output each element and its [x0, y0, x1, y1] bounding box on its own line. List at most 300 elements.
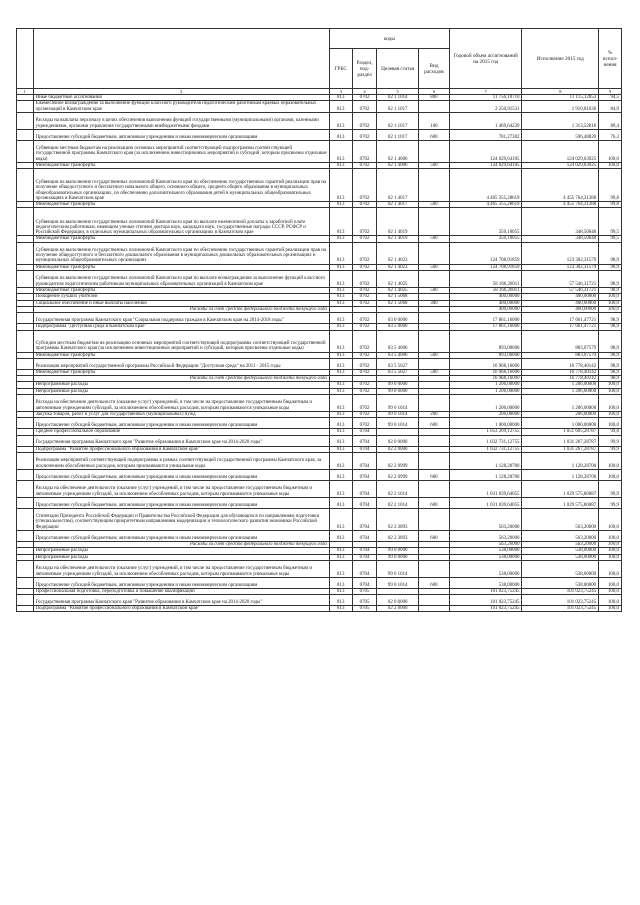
budget-report-page [16, 28, 622, 612]
razdel-cell: 0704 [352, 452, 377, 469]
vid-cell: 500 [418, 288, 449, 294]
grbs-cell: 813 [329, 202, 352, 208]
table-row [17, 418, 622, 429]
grbs-cell: 813 [329, 169, 352, 202]
target-cell: 02 0 0000 [377, 435, 418, 446]
plan-cell: 893,00000 [449, 352, 522, 358]
pct-cell: 100,0 [599, 162, 622, 168]
table-row [17, 469, 622, 480]
fact-cell: 1 051 605,28787 [522, 429, 599, 435]
target-cell: 02 1 1017 [377, 112, 418, 129]
fact-cell: 1 029 575,80087 [522, 480, 599, 497]
name-cell: Расходы на обеспечение деятельности (оказание услуг) учреждений, в том числе на предоставление государственным бюджетным и автономным учреждениям субсидий, за исключением обособленных расходов, которым присваиваются уникальные коды [33, 480, 329, 497]
grbs-cell: 813 [329, 469, 352, 480]
num-cell [17, 595, 34, 606]
razdel-cell: 0704 [352, 577, 377, 588]
target-cell: 99 0 0000 [377, 548, 418, 554]
grbs-cell: 813 [329, 162, 352, 168]
target-cell: 02 1 4006 [377, 162, 418, 168]
target-cell: 02 2 1014 [377, 497, 418, 508]
name-cell: Предоставление субсидий бюджетным, автономным учреждениям и иным некоммерческим организациям [33, 469, 329, 480]
grbs-cell: 813 [329, 418, 352, 429]
grbs-cell: 813 [329, 330, 352, 352]
name-cell: Государственная программа Камчатского края "Развитие образования в Камчатском крае на 2014-2020 годы" [33, 435, 329, 446]
razdel-cell: 0702 [352, 412, 377, 418]
colnum: 4 [352, 89, 377, 95]
razdel-cell: 0704 [352, 548, 377, 554]
name-cell: Профессиональная подготовка, переподготовка и повышение квалификации [33, 588, 329, 594]
razdel-cell: 0705 [352, 595, 377, 606]
pct-cell: 99,9 [599, 497, 622, 508]
grbs-cell: 813 [329, 606, 352, 612]
plan-cell: 17 861,16000 [449, 324, 522, 330]
name-cell: Непрограммные расходы [33, 388, 329, 394]
grbs-cell: 813 [329, 554, 352, 560]
table-row [17, 140, 622, 162]
num-cell [17, 169, 34, 202]
colnum: 6 [418, 89, 449, 95]
fact-cell: 11 115,12853 [522, 95, 599, 101]
grbs-cell: 813 [329, 288, 352, 294]
razdel-cell: 0702 [352, 382, 377, 388]
vid-cell: 600 [418, 530, 449, 541]
fact-cell: 206,00000 [522, 412, 599, 418]
pct-cell: 98,9 [599, 264, 622, 270]
header-plan: Годовой объем ассигнований на 2015 год [449, 29, 522, 89]
num-cell [17, 508, 34, 530]
target-cell: 02 1 5068 [377, 300, 418, 306]
vid-cell: 800 [418, 95, 449, 101]
vid-cell [418, 595, 449, 606]
name-cell: Предоставление субсидий бюджетным, автономным учреждениям и иным некоммерческим организациям [33, 577, 329, 588]
pct-cell: 100,0 [599, 140, 622, 162]
table-row [17, 395, 622, 412]
name-cell: Субвенции местным бюджетам на реализацию основных мероприятий соответствующей подпрограммы соответствующей государственной программы Камчатского края (за исключением инвестиционных мероприятий и субсидий, которым присвоены отдельные коды) [33, 140, 329, 162]
razdel-cell: 0704 [352, 446, 377, 452]
target-cell: 99 0 0000 [377, 388, 418, 394]
budget-table [16, 28, 622, 612]
plan-cell: 124 708,91859 [449, 264, 522, 270]
grbs-cell: 813 [329, 140, 352, 162]
vid-cell [418, 435, 449, 446]
pct-cell: 99,9 [599, 435, 622, 446]
target-cell: 99 0 0000 [377, 554, 418, 560]
name-cell: Межбюджетные трансферты [33, 202, 329, 208]
target-cell: 02 1 4023 [377, 242, 418, 264]
header-codes: коды [329, 29, 449, 49]
num-cell [17, 606, 34, 612]
fact-cell: 563,20000 [522, 541, 599, 547]
plan-cell: 1 128,28700 [449, 469, 522, 480]
num-cell [17, 140, 34, 162]
name-cell: Межбюджетные трансферты [33, 369, 329, 375]
grbs-cell: 813 [329, 112, 352, 129]
razdel-cell: 0702 [352, 162, 377, 168]
vid-cell [418, 452, 449, 469]
grbs-cell: 813 [329, 129, 352, 140]
vid-cell: 600 [418, 497, 449, 508]
razdel-cell: 0702 [352, 264, 377, 270]
name-cell: Непрограммные расходы [33, 554, 329, 560]
vid-cell: 500 [418, 264, 449, 270]
fact-cell: 123 302,31579 [522, 264, 599, 270]
razdel-cell: 0704 [352, 530, 377, 541]
fact-cell: 16 778,40142 [522, 369, 599, 375]
table-row [17, 101, 622, 113]
razdel-cell: 0704 [352, 480, 377, 497]
razdel-cell: 0702 [352, 388, 377, 394]
target-cell: 02 2 0999 [377, 469, 418, 480]
razdel-cell: 0702 [352, 418, 377, 429]
fact-cell: 1 313,52816 [522, 112, 599, 129]
pct-cell: 98,9 [599, 313, 622, 324]
name-cell: Расходы на обеспечение деятельности (оказание услуг) учреждений, в том числе на предоставление государственным бюджетным и автономным учреждениям субсидий, за исключением обособленных расходов, которым присваиваются уникальные коды [33, 560, 329, 577]
target-cell: 02 2 1014 [377, 480, 418, 497]
razdel-cell: 0702 [352, 112, 377, 129]
name-cell: Предоставление субсидий бюджетным, автономным учреждениям и иным некоммерческим организациям [33, 418, 329, 429]
grbs-cell: 813 [329, 313, 352, 324]
pct-cell: 98,9 [599, 358, 622, 369]
fact-cell: 400,00000 [522, 300, 599, 306]
num-cell [17, 313, 34, 324]
target-cell: 02 1 4017 [377, 169, 418, 202]
grbs-cell: 813 [329, 271, 352, 288]
razdel-cell: 0702 [352, 313, 377, 324]
num-cell [17, 395, 34, 412]
table-header [17, 29, 622, 95]
name-cell: Межбюджетные трансферты [33, 264, 329, 270]
plan-cell: 563,20000 [449, 541, 522, 547]
fact-cell: 400,00000 [522, 294, 599, 300]
vid-cell [418, 480, 449, 497]
fact-cell: 17 661,47721 [522, 324, 599, 330]
razdel-cell: 0704 [352, 469, 377, 480]
plan-cell: 893,00000 [449, 330, 522, 352]
razdel-cell: 0702 [352, 101, 377, 113]
plan-cell: 58 166,26011 [449, 271, 522, 288]
pct-cell: 98,9 [599, 330, 622, 352]
plan-cell: 563,20000 [449, 530, 522, 541]
plan-cell: 101 023,75245 [449, 595, 522, 606]
name-cell: Непрограммные расходы [33, 548, 329, 554]
fact-cell: 1 029 575,80087 [522, 497, 599, 508]
num-cell [17, 129, 34, 140]
pct-cell: 98,9 [599, 324, 622, 330]
pct-cell: 94,5 [599, 95, 622, 101]
fact-cell: 1 910,01636 [522, 101, 599, 113]
header-razdel: Раздел, под-раздел [352, 49, 377, 89]
fact-cell: 16 778,40142 [522, 358, 599, 369]
plan-cell: 400,00000 [449, 306, 522, 312]
razdel-cell: 0702 [352, 352, 377, 358]
name-cell: Среднее профессиональное образование [33, 429, 329, 435]
header-grbs: ГРБС [329, 49, 352, 89]
name-cell: Поощрение лучших учителей [33, 294, 329, 300]
pct-cell: 76,3 [599, 129, 622, 140]
plan-cell: 350,10055 [449, 236, 522, 242]
table-row [17, 208, 622, 236]
plan-cell: 1 031 039,64055 [449, 497, 522, 508]
grbs-cell: 813 [329, 412, 352, 418]
fact-cell: 538,00000 [522, 548, 599, 554]
target-cell: 02 1 4025 [377, 288, 418, 294]
num-cell [17, 271, 34, 288]
fact-cell: 1 031 267,28787 [522, 446, 599, 452]
plan-cell: 1 000,00000 [449, 418, 522, 429]
fact-cell: 101 023,75245 [522, 606, 599, 612]
grbs-cell: 813 [329, 588, 352, 594]
table-row [17, 497, 622, 508]
fact-cell: 1 206,00000 [522, 382, 599, 388]
fact-cell: 883,07579 [522, 352, 599, 358]
vid-cell: 500 [418, 352, 449, 358]
table-row [17, 313, 622, 324]
target-cell: 99 0 1014 [377, 560, 418, 577]
name-cell: Субвенции на выполнение государственных полномочий Камчатского края по выплате вознаграждения за выполнение функций классного руководителя педагогическим работникам муниципальных образовательных организаций в Камчатском крае [33, 271, 329, 288]
grbs-cell: 813 [329, 530, 352, 541]
target-cell: 02 1 4017 [377, 202, 418, 208]
plan-cell: 4 465 355,28619 [449, 169, 522, 202]
table-row [17, 271, 622, 288]
fact-cell: 57 546,31721 [522, 271, 599, 288]
num-cell [17, 112, 34, 129]
header-fact: Исполнение 2015 год [522, 29, 599, 89]
pct-cell: 100,0 [599, 382, 622, 388]
table-row [17, 530, 622, 541]
razdel-cell: 0702 [352, 208, 377, 236]
pct-cell: 100,0 [599, 306, 622, 312]
num-cell [17, 497, 34, 508]
name-cell: Расходы на обеспечение деятельности (оказание услуг) учреждений, в том числе на предоставление государственным бюджетным и автономным учреждениям субсидий, за исключением обособленных расходов, которым присваиваются уникальные коды [33, 395, 329, 412]
vid-cell: 200 [418, 412, 449, 418]
num-cell [17, 560, 34, 577]
pct-cell: 99,8 [599, 202, 622, 208]
pct-cell: 99,9 [599, 446, 622, 452]
fact-cell: 538,00000 [522, 560, 599, 577]
razdel-cell: 0705 [352, 588, 377, 594]
num-cell [17, 418, 34, 429]
fact-cell: 16 778,40142 [522, 376, 599, 382]
plan-cell: 538,00000 [449, 548, 522, 554]
razdel-cell: 0702 [352, 236, 377, 242]
name-cell: Ежемесячное вознаграждение за выполнение функций классного руководителя педагогическим работникам краевых образовательных организаций в Камчатском крае [33, 101, 329, 113]
vid-cell [418, 242, 449, 264]
razdel-cell: 0702 [352, 369, 377, 375]
colnum: 7 [449, 89, 522, 95]
vid-cell: 100 [418, 112, 449, 129]
target-cell: 02 2 3893 [377, 530, 418, 541]
razdel-cell: 0702 [352, 358, 377, 369]
name-cell: Межбюджетные трансферты [33, 352, 329, 358]
plan-cell: 350,10055 [449, 208, 522, 236]
table-body [17, 95, 622, 612]
grbs-cell: 813 [329, 452, 352, 469]
grbs-cell: 813 [329, 101, 352, 113]
pct-cell: 99,5 [599, 236, 622, 242]
plan-cell: 781,27302 [449, 129, 522, 140]
target-cell: 99 0 1014 [377, 412, 418, 418]
num-cell [17, 435, 34, 446]
name-cell: Субвенции на выполнение государственных полномочий Камчатского края по обеспечению государственных гарантий реализации прав на получение общедоступного и бесплатного начального общего, основного общего, среднего общего образования в муниципальных общеобразовательных организациях, по обеспечению дополнительного образования детей в муниципальных общеобразовательных организациях в Камчатском крае [33, 169, 329, 202]
fact-cell: 124 029,63925 [522, 140, 599, 162]
colnum: 9 [599, 89, 622, 95]
plan-cell: 1 206,00000 [449, 395, 522, 412]
num-cell [17, 242, 34, 264]
target-cell: 03 5 4006 [377, 352, 418, 358]
vid-cell [418, 606, 449, 612]
pct-cell: 100,0 [599, 548, 622, 554]
target-cell: 02 1 4006 [377, 140, 418, 162]
plan-cell: 1 031 039,64055 [449, 480, 522, 497]
grbs-cell: 813 [329, 294, 352, 300]
plan-cell: 1 128,28700 [449, 452, 522, 469]
header-pct: % испол-нения [599, 29, 622, 89]
target-cell: 02 1 1014 [377, 95, 418, 101]
plan-cell: 101 023,75245 [449, 606, 522, 612]
target-cell: 99 0 1014 [377, 577, 418, 588]
table-row [17, 577, 622, 588]
colnum: 2 [33, 89, 329, 95]
table-row [17, 606, 622, 612]
num-cell [17, 330, 34, 352]
table-row [17, 452, 622, 469]
fact-cell: 883,07579 [522, 330, 599, 352]
pct-cell: 98,9 [599, 376, 622, 382]
pct-cell: 100,0 [599, 294, 622, 300]
vid-cell [418, 560, 449, 577]
fact-cell: 124 029,63925 [522, 162, 599, 168]
plan-cell: 16 968,16000 [449, 369, 522, 375]
name-cell: Межбюджетные трансферты [33, 236, 329, 242]
grbs-cell: 813 [329, 435, 352, 446]
name-cell: Подпрограмма "Развитие профессионального образования в Камчатском крае" [33, 446, 329, 452]
razdel-cell: 0704 [352, 429, 377, 435]
name-cell: Предоставление субсидий бюджетным, автономным учреждениям и иным некоммерческим организациям [33, 497, 329, 508]
plan-cell: 16 968,16000 [449, 376, 522, 382]
name-cell: Подпрограмма "Доступная среда в Камчатском крае" [33, 324, 329, 330]
name-cell: Подпрограмма "Развитие профессионального образования в Камчатском крае" [33, 606, 329, 612]
vid-cell: 500 [418, 162, 449, 168]
fact-cell: 101 023,75245 [522, 595, 599, 606]
vid-cell: 600 [418, 418, 449, 429]
plan-cell: 124 708,91859 [449, 242, 522, 264]
pct-cell: 100,0 [599, 530, 622, 541]
table-row [17, 169, 622, 202]
plan-cell: 17 861,16000 [449, 313, 522, 324]
razdel-cell: 0704 [352, 497, 377, 508]
table-row [17, 330, 622, 352]
vid-cell [418, 208, 449, 236]
target-cell: 02 0 0000 [377, 595, 418, 606]
name-cell: Реализация мероприятий соответствующей подпрограммы в рамках соответствующей государственной программы Камчатского края, за исключением обособленных расходов, которым присваиваются уникальные коды [33, 452, 329, 469]
vid-cell [418, 395, 449, 412]
fact-cell: 1 206,00000 [522, 388, 599, 394]
header-vid: Вид расходов [418, 49, 449, 89]
grbs-cell: 813 [329, 352, 352, 358]
plan-cell: 101 023,75245 [449, 588, 522, 594]
fact-cell: 123 302,31579 [522, 242, 599, 264]
fact-cell: 4 455 764,31388 [522, 169, 599, 202]
plan-cell: 1 469,64239 [449, 112, 522, 129]
table-row [17, 112, 622, 129]
target-cell: 02 1 4019 [377, 208, 418, 236]
razdel-cell: 0705 [352, 606, 377, 612]
target-cell: 02 2 0000 [377, 606, 418, 612]
target-cell: 02 1 5068 [377, 294, 418, 300]
plan-cell: 1 032 731,12755 [449, 435, 522, 446]
pct-cell: 100,0 [599, 452, 622, 469]
pct-cell: 100,0 [599, 469, 622, 480]
pct-cell: 99,5 [599, 208, 622, 236]
pct-cell: 100,0 [599, 606, 622, 612]
razdel-cell: 0702 [352, 129, 377, 140]
name-cell: Социальное обеспечение и иные выплаты населению [33, 300, 329, 306]
fact-cell: 1 206,00000 [522, 395, 599, 412]
plan-cell: 206,00000 [449, 412, 522, 418]
vid-cell [418, 508, 449, 530]
num-cell [17, 480, 34, 497]
pct-cell: 100,0 [599, 300, 622, 306]
plan-cell: 2 250,91531 [449, 101, 522, 113]
vid-cell: 300 [418, 300, 449, 306]
fact-cell: 596,48820 [522, 129, 599, 140]
fact-cell: 348,50648 [522, 236, 599, 242]
grbs-cell: 813 [329, 395, 352, 412]
table-row [17, 480, 622, 497]
pct-cell: 100,0 [599, 595, 622, 606]
grbs-cell: 813 [329, 382, 352, 388]
grbs-cell: 813 [329, 300, 352, 306]
razdel-cell: 0702 [352, 395, 377, 412]
grbs-cell: 813 [329, 236, 352, 242]
target-cell: 02 1 4023 [377, 264, 418, 270]
name-cell: Государственная программа Камчатского края "Развитие образования в Камчатском крае на 2014-2020 годы" [33, 595, 329, 606]
fact-cell: 1 128,28700 [522, 469, 599, 480]
pct-cell: 98,9 [599, 271, 622, 288]
vid-cell [418, 313, 449, 324]
table-row [17, 242, 622, 264]
pct-cell: 98,9 [599, 352, 622, 358]
razdel-cell: 0702 [352, 202, 377, 208]
plan-cell: 11 756,10710 [449, 95, 522, 101]
vid-cell [418, 169, 449, 202]
plan-cell: 400,00000 [449, 294, 522, 300]
pct-cell: 98,9 [599, 288, 622, 294]
vid-cell: 500 [418, 236, 449, 242]
num-cell [17, 208, 34, 236]
pct-cell: 100,0 [599, 395, 622, 412]
fact-cell: 563,20000 [522, 508, 599, 530]
plan-cell: 538,00000 [449, 554, 522, 560]
header-name [33, 29, 329, 89]
razdel-cell: 0704 [352, 554, 377, 560]
num-cell [17, 101, 34, 113]
name-cell: Субсидии местным бюджетам на реализацию основных мероприятий соответствующей подпрограммы соответствующей государственной программы Камчатского края (за исключением инвестиционных мероприятий и субсидий, которым присвоены отдельные коды) [33, 330, 329, 352]
grbs-cell: 813 [329, 324, 352, 330]
name-cell: Реализация мероприятий государственной программы Российской Федерации "Доступная среда" на 2011 - 2015 годы [33, 358, 329, 369]
fact-cell: 17 661,47721 [522, 313, 599, 324]
vid-cell: 600 [418, 469, 449, 480]
name-cell: Расходы на выплаты персоналу в целях обеспечения выполнения функций государственными (муниципальными) органами, казенными учреждениями, органами управления государственными внебюджетными фондами [33, 112, 329, 129]
fact-cell: 1 031 267,28787 [522, 435, 599, 446]
grbs-cell: 813 [329, 480, 352, 497]
colnum: 1 [17, 89, 34, 95]
plan-cell: 1 206,00000 [449, 382, 522, 388]
vid-cell: 600 [418, 129, 449, 140]
razdel-cell: 0702 [352, 294, 377, 300]
vid-cell [418, 330, 449, 352]
grbs-cell: 813 [329, 446, 352, 452]
